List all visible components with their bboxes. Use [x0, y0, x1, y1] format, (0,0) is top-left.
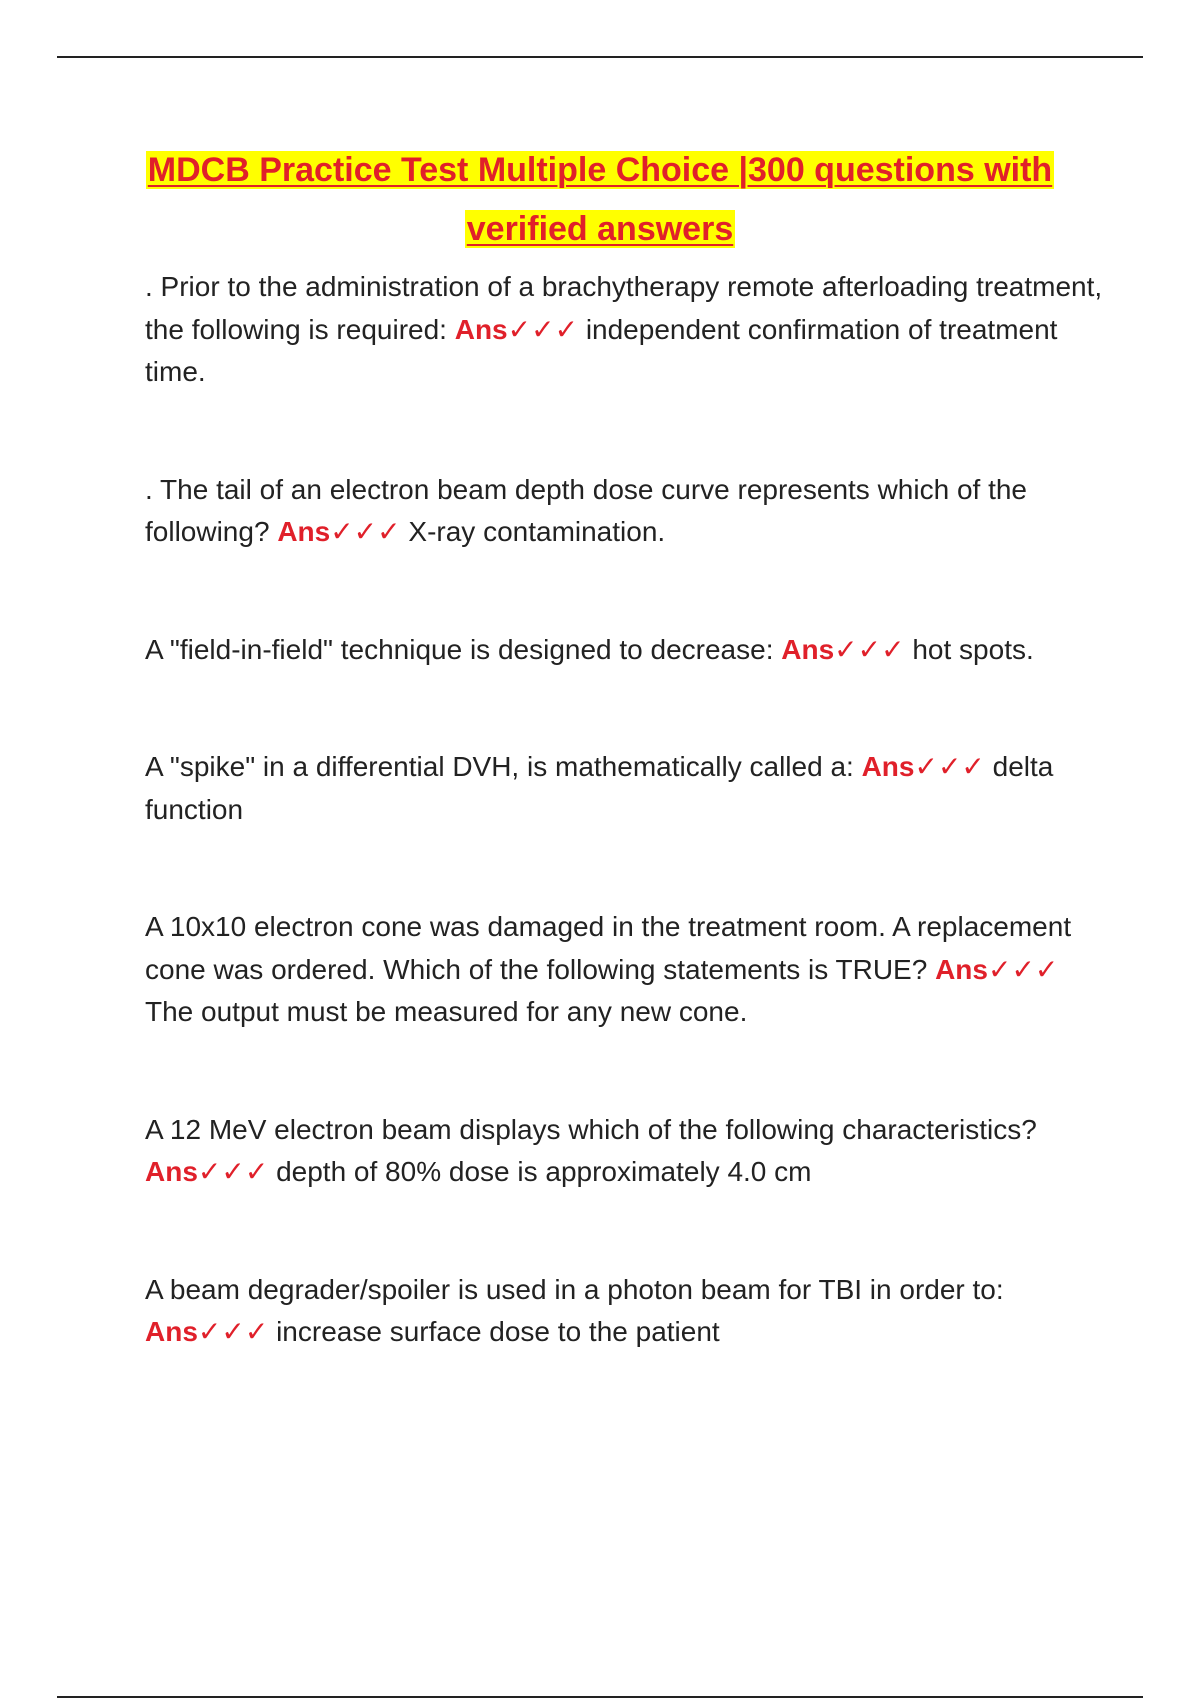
question-text: A "field-in-field" technique is designed to decrease:: [145, 633, 774, 665]
check-marks-icon: ✓✓✓: [987, 953, 1059, 985]
answer-text: hot spots.: [912, 633, 1034, 665]
check-marks-icon: ✓✓✓: [330, 516, 401, 547]
question-item: [145, 1269, 1105, 1354]
check-marks-icon: ✓✓✓: [197, 1316, 269, 1347]
answer-marker: Ans: [145, 1316, 198, 1347]
question-text: . The tail of an electron beam depth dose curve represents which of the following?: [145, 473, 1027, 547]
question-text: A 10x10 electron cone was damaged in the treatment room. A replacement cone was ordered. Which of the following statements is TRUE?: [145, 911, 1072, 985]
answer-text: The output must be measured for any new cone.: [145, 996, 748, 1027]
answer-text: increase surface dose to the patient: [276, 1316, 720, 1347]
footer-rule: [57, 1696, 1143, 1698]
answer-marker: Ans: [935, 953, 988, 985]
answer-marker: Ans: [781, 633, 835, 665]
answer-marker: Ans: [145, 1156, 198, 1187]
question-text: A 12 MeV electron beam displays which of the following characteristics?: [145, 1113, 1037, 1145]
header-rule: [57, 56, 1143, 58]
check-marks-icon: ✓✓✓: [197, 1156, 269, 1187]
answer-text: depth of 80% dose is approximately 4.0 cm: [276, 1156, 812, 1187]
check-marks-icon: ✓✓✓: [507, 313, 579, 345]
answer-text: independent confirmation of treatment time.: [145, 313, 1058, 387]
question-text: . Prior to the administration of a brachytherapy remote afterloading treatment, the following is required:: [145, 271, 1103, 345]
question-item: [145, 1109, 1105, 1194]
answer-marker: Ans: [861, 751, 915, 782]
question-item: [145, 266, 1105, 394]
question-text: A "spike" in a differential DVH, is mathematically called a:: [145, 751, 854, 782]
check-marks-icon: ✓✓✓: [834, 633, 905, 665]
title-block: [100, 144, 1100, 262]
question-item: [145, 469, 1105, 554]
question-item: [145, 906, 1105, 1034]
question-item: [145, 746, 1105, 831]
question-list: [145, 266, 1105, 1429]
answer-text: X-ray contamination.: [408, 516, 666, 547]
document-title: MDCB Practice Test Multiple Choice |300 questions with verified answers: [147, 151, 1053, 248]
question-text: A beam degrader/spoiler is used in a photon beam for TBI in order to:: [145, 1273, 1004, 1305]
answer-marker: Ans: [277, 516, 331, 547]
answer-marker: Ans: [454, 313, 508, 345]
answer-text: delta function: [145, 751, 1054, 825]
check-marks-icon: ✓✓✓: [914, 751, 985, 782]
question-item: [145, 629, 1105, 672]
